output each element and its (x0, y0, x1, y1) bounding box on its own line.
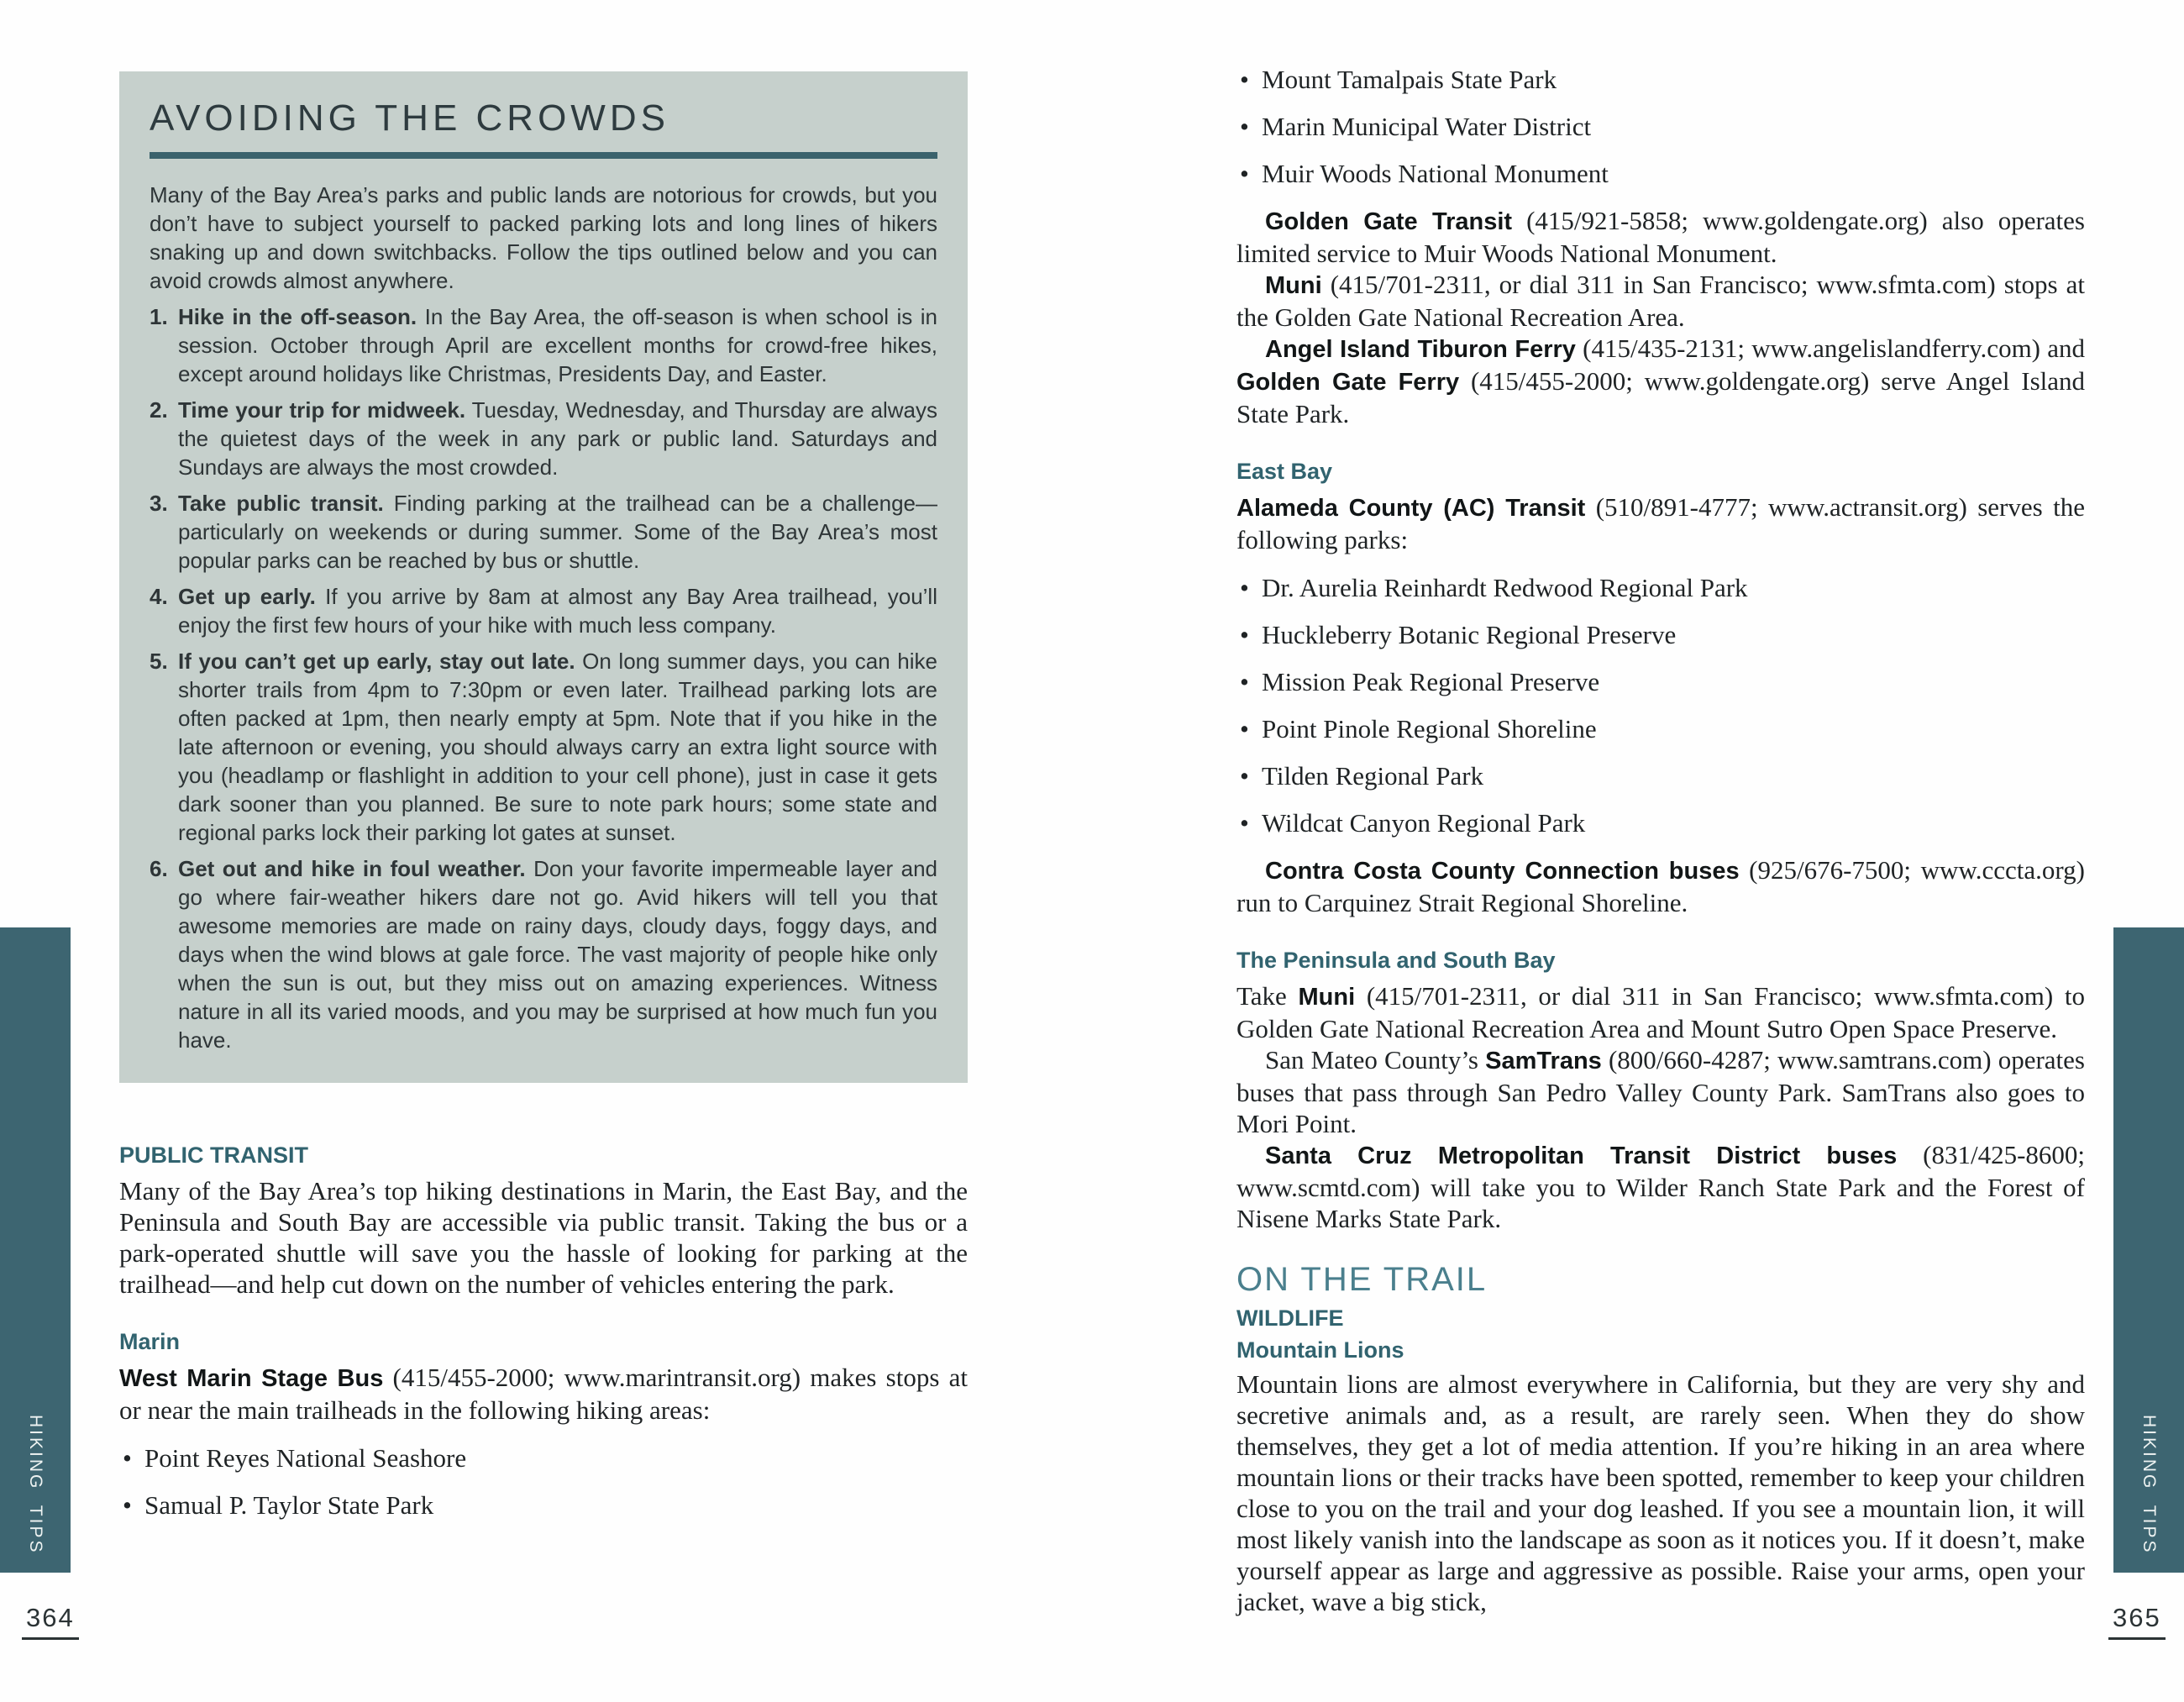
paragraph-text: (415/435-2131; www.angelislandferry.com) and (1575, 334, 2085, 363)
paragraph-samtrans (1236, 1044, 2085, 1139)
list-item: • Tilden Regional Park (1236, 760, 2085, 791)
public-transit-heading: PUBLIC TRANSIT (119, 1143, 308, 1168)
muni-lead: Muni (1265, 272, 1322, 299)
mountain-lions-heading: Mountain Lions (1236, 1337, 1404, 1363)
paragraph-golden-gate-transit (1236, 205, 2085, 269)
public-transit-paragraph: Many of the Bay Area’s top hiking destinations in Marin, the East Bay, and the Peninsula and South Bay are accessible via public transit. Taking the bus or a park-operated shuttle will save you the hassle of looking for parking at the trailhead—and help cut down on the number of vehicles entering the park. (119, 1176, 968, 1299)
tip-number: 6. (150, 856, 168, 881)
tip-item (150, 854, 937, 1054)
list-item: • Muir Woods National Monument (1236, 158, 2085, 189)
tip-lead: Hike in the off-season. (178, 304, 417, 329)
page-number-value: 365 (2108, 1603, 2166, 1640)
on-the-trail-heading: ON THE TRAIL (1236, 1261, 1488, 1298)
page-number-left (22, 1603, 79, 1640)
paragraph-text: Take (1236, 981, 1299, 1011)
page-number-value: 364 (22, 1603, 79, 1640)
marin-parks-bullet-list (1236, 64, 2085, 189)
list-item: • Wildcat Canyon Regional Park (1236, 807, 2085, 838)
tip-lead: If you can’t get up early, stay out late. (178, 649, 575, 674)
tip-number: 4. (150, 584, 168, 609)
samtrans-lead: SamTrans (1485, 1048, 1602, 1074)
tab-label: HIKING TIPS (26, 1414, 45, 1554)
tip-body: On long summer days, you can hike shorter trails from 4pm to 7:30pm or even later. Trailhead parking lots are often packed at 1pm, then nearly empty at 5pm. Note that if you hike in the late afternoon or evening, you should always carry an extra light source with you (headlamp or flashlight in addition to your cell phone), just in case it gets dark sooner than you planned. Be sure to note park hours; some state and regional parks lock their parking lot gates at sunset. (178, 649, 937, 845)
angel-island-ferry-lead: Angel Island Tiburon Ferry (1265, 336, 1576, 363)
list-item: • Marin Municipal Water District (1236, 111, 2085, 142)
tip-text (178, 489, 937, 575)
avoiding-the-crowds-box (119, 71, 968, 1083)
paragraph-text: San Mateo County’s (1265, 1045, 1486, 1074)
marin-heading: Marin (119, 1329, 181, 1354)
tip-item (150, 396, 937, 481)
paragraph-text: (800/660-4287; www.samtrans.com) operates buses that pass through San Pedro Valley County Park. SamTrans also goes to Mori Point. (1236, 1045, 2085, 1138)
list-item: • Samual P. Taylor State Park (119, 1489, 968, 1521)
tip-number: 5. (150, 649, 168, 674)
golden-gate-ferry-lead: Golden Gate Ferry (1236, 369, 1460, 396)
list-item: • Point Pinole Regional Shoreline (1236, 713, 2085, 744)
mountain-lions-paragraph: Mountain lions are almost everywhere in California, but they are very shy and secretive animals and, as a result, are rarely seen. When they do show themselves, they get a lot of media attention. If you’re hiking in an area where mountain lions or their tracks have been spotted, remember to keep your children close to you on the trail and your dog leashed. If you see a mountain lion, it will most likely vanish into the landscape as soon as it notices you. If it doesn’t, make yourself appear as large and aggressive as possible. Raise your arms, open your jacket, wave a big stick, (1236, 1369, 2085, 1616)
tips-numbered-list (150, 302, 937, 1054)
tab-label: HIKING TIPS (2139, 1414, 2159, 1554)
tip-body: Don your favorite impermeable layer and go where fair-weather hikers dare not go. Avid hikers will tell you that awesome memories are made on rainy days, cloudy days, foggy days, and days when the wind blows at gale force. The vast majority of people hike only when the sun is out, but they miss out on amazing experiences. Witness nature in all its varied moods, and you may be surprised at how much fun you have. (178, 856, 937, 1053)
tip-number: 1. (150, 304, 168, 329)
paragraph-angel-island (1236, 333, 2085, 429)
tip-text (178, 854, 937, 1054)
marin-bullet-list (119, 1442, 968, 1521)
west-marin-stage-bus-lead: West Marin Stage Bus (119, 1365, 384, 1392)
paragraph-text: (415/701-2311, or dial 311 in San Francisco; www.sfmta.com) stops at the Golden Gate National Recreation Area. (1236, 270, 2085, 332)
tip-text (178, 582, 937, 639)
list-item: • Dr. Aurelia Reinhardt Redwood Regional Park (1236, 572, 2085, 603)
paragraph-contra-costa (1236, 854, 2085, 918)
tip-item (150, 489, 937, 575)
golden-gate-transit-lead: Golden Gate Transit (1265, 208, 1513, 235)
tip-lead: Time your trip for midweek. (178, 397, 466, 423)
santa-cruz-metro-lead: Santa Cruz Metropolitan Transit District buses (1265, 1143, 1898, 1169)
paragraph-santa-cruz (1236, 1139, 2085, 1234)
tip-text (178, 647, 937, 847)
tip-item (150, 647, 937, 847)
paragraph-muni (1236, 269, 2085, 333)
paragraph-text: (415/455-2000; www.goldengate.org) serve Angel Island State Park. (1236, 366, 2086, 428)
list-item: • Point Reyes National Seashore (119, 1442, 968, 1473)
paragraph-text: (510/891-4777; www.actransit.org) serves the following parks: (1236, 492, 2086, 554)
tip-body: Finding parking at the trailhead can be a challenge—particularly on weekends or during summer. Some of the Bay Area’s most popular parks can be reached by bus or shuttle. (178, 491, 938, 573)
muni-lead: Muni (1298, 984, 1356, 1011)
tip-number: 2. (150, 397, 168, 423)
contra-costa-lead: Contra Costa County Connection buses (1265, 858, 1740, 885)
tip-lead: Get out and hike in foul weather. (178, 856, 526, 881)
paragraph-take-muni (1236, 980, 2085, 1044)
right-page-column (1236, 64, 2085, 1617)
ac-transit-lead: Alameda County (AC) Transit (1236, 495, 1586, 522)
box-title: AVOIDING THE CROWDS (150, 97, 669, 139)
list-item: • Huckleberry Botanic Regional Preserve (1236, 619, 2085, 650)
tip-text (178, 396, 937, 481)
left-page-column (119, 71, 968, 1537)
tip-number: 3. (150, 491, 168, 516)
box-intro-paragraph: Many of the Bay Area’s parks and public lands are notorious for crowds, but you don’t have to subject yourself to packed parking lots and long lines of hikers snaking up and down switchbacks. Follow the tips outlined below and you can avoid crowds almost anywhere. (150, 182, 937, 293)
title-rule (150, 152, 937, 159)
tip-body: In the Bay Area, the off-season is when school is in session. October through April are excellent months for crowd-free hikes, except around holidays like Christmas, Presidents Day, and Easter. (178, 304, 937, 386)
list-item: • Mount Tamalpais State Park (1236, 64, 2085, 95)
hiking-tips-tab-right (2113, 927, 2184, 1573)
page-number-right (2108, 1603, 2166, 1640)
marin-paragraph-text: (415/455-2000; www.marintransit.org) makes stops at or near the main trailheads in the following hiking areas: (119, 1363, 968, 1425)
paragraph-text: (415/701-2311, or dial 311 in San Francisco; www.sfmta.com) to Golden Gate National Recreation Area and Mount Sutro Open Space Preserve. (1236, 981, 2086, 1043)
east-bay-paragraph (1236, 491, 2085, 555)
paragraph-text: (925/676-7500; www.cccta.org) run to Carquinez Strait Regional Shoreline. (1236, 855, 2085, 917)
tip-item (150, 582, 937, 639)
hiking-tips-tab-left (0, 927, 71, 1573)
paragraph-text: (831/425-8600; www.scmtd.com) will take you to Wilder Ranch State Park and the Forest of Nisene Marks State Park. (1236, 1140, 2086, 1233)
tip-body: Tuesday, Wednesday, and Thursday are always the quietest days of the week in any park or public land. Saturdays and Sundays are always the most crowded. (178, 397, 937, 480)
paragraph-text: (415/921-5858; www.goldengate.org) also operates limited service to Muir Woods National Monument. (1236, 206, 2085, 268)
east-bay-heading: East Bay (1236, 459, 1333, 484)
tip-lead: Take public transit. (178, 491, 384, 516)
tip-body: If you arrive by 8am at almost any Bay Area trailhead, you’ll enjoy the first few hours of your hike with much less company. (178, 584, 937, 638)
peninsula-heading: The Peninsula and South Bay (1236, 948, 1556, 973)
tip-item (150, 302, 937, 388)
marin-paragraph (119, 1362, 968, 1426)
list-item: • Mission Peak Regional Preserve (1236, 666, 2085, 697)
tip-lead: Get up early. (178, 584, 316, 609)
wildlife-heading: WILDLIFE (1236, 1305, 1344, 1331)
east-bay-bullet-list (1236, 572, 2085, 838)
tip-text (178, 302, 937, 388)
